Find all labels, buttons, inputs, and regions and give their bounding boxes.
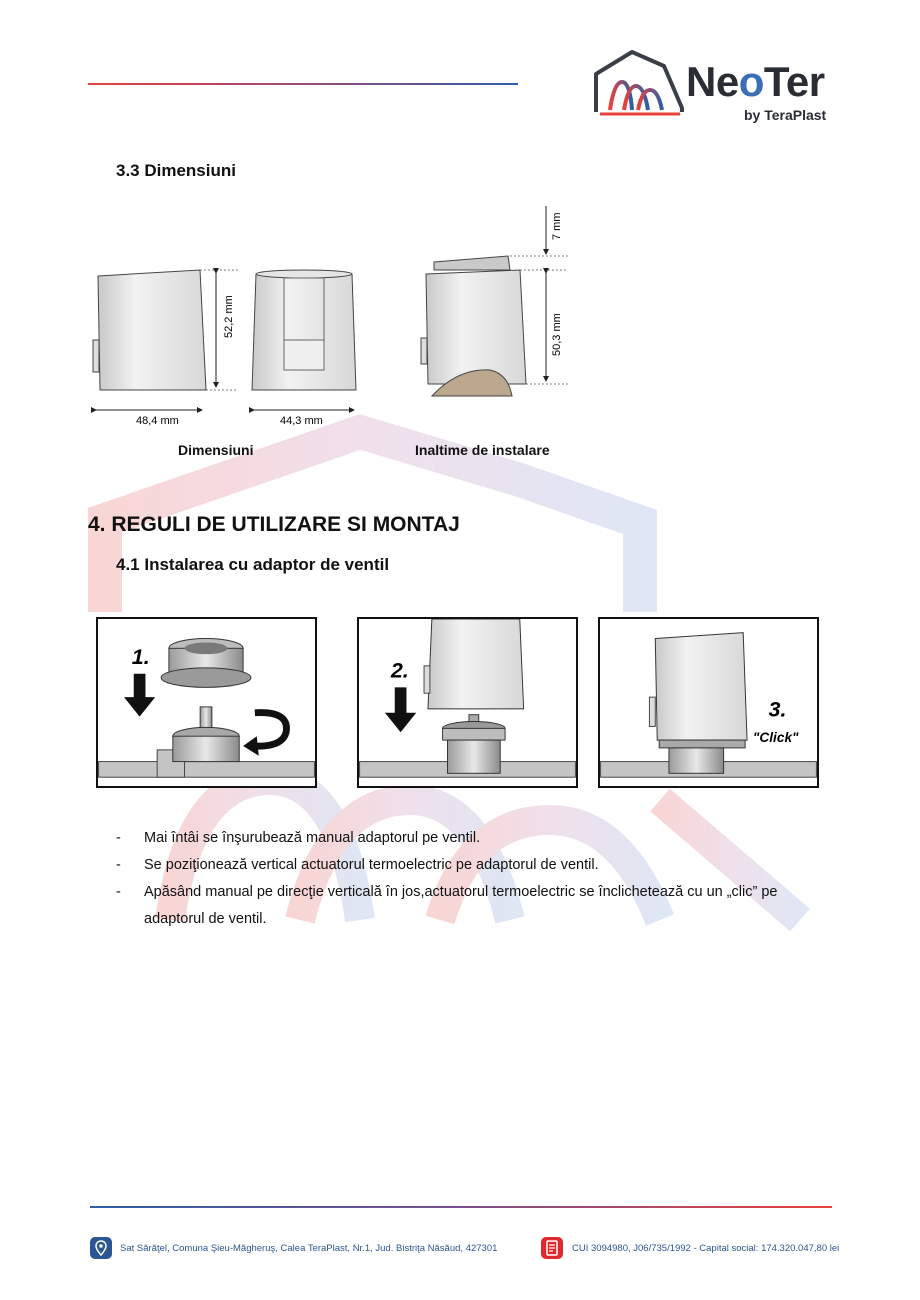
section-title-usage-rules: 4. REGULI DE UTILIZARE SI MONTAJ [88, 513, 460, 536]
footer-legal: CUI 3094980, J06/735/1992 - Capital social: 174.320.047,80 lei [572, 1243, 840, 1254]
step-2-label: 2. [390, 658, 409, 683]
dim-top-offset: 7 mm [551, 212, 563, 240]
dim-width-middle: 44,3 mm [280, 415, 323, 427]
step-1-illustration [96, 617, 317, 788]
footer-address: Sat Sărăţel, Comuna Şieu-Măgheruş, Calea TeraPlast, Nr.1, Jud. Bistriţa Năsăud, 427301 [120, 1243, 498, 1254]
instructions-list [116, 825, 836, 933]
brand-name: NeoTer [686, 58, 825, 105]
caption-install-height: Inaltime de instalare [415, 442, 550, 458]
dim-install-height: 50,3 mm [551, 313, 563, 356]
list-item: - Se poziţionează vertical actuatorul termoelectric pe adaptorul de ventil. [116, 852, 836, 879]
step-3-click-text: "Click" [752, 730, 799, 746]
subsection-title-adapter: 4.1 Instalarea cu adaptor de ventil [116, 555, 390, 574]
list-item: - Apăsând manual pe direcţie verticală în jos,actuatorul termoelectric se înclichetează cu un „clic” pe adaptorul de ventil. [116, 879, 836, 933]
dim-width-left: 48,4 mm [136, 415, 179, 427]
step-3-illustration [598, 617, 819, 788]
brand-subtitle: by TeraPlast [744, 107, 827, 123]
dimensions-diagram [88, 198, 588, 438]
section-title-dimensions: 3.3 Dimensiuni [116, 161, 236, 180]
footer-divider [90, 1206, 832, 1208]
step-3-label: 3. [768, 697, 787, 722]
dim-height-left: 52,2 mm [223, 295, 235, 338]
location-pin-icon [90, 1237, 112, 1259]
caption-dimensions: Dimensiuni [178, 442, 254, 458]
actuator-side-view [93, 270, 206, 390]
actuator-front-view [252, 270, 356, 390]
step-1-label: 1. [131, 644, 150, 669]
actuator-install-view [421, 256, 526, 396]
document-icon [541, 1237, 563, 1259]
list-item: - Mai întâi se înşurubează manual adaptorul pe ventil. [116, 825, 836, 852]
step-2-illustration [357, 617, 578, 788]
header-divider [88, 83, 518, 85]
